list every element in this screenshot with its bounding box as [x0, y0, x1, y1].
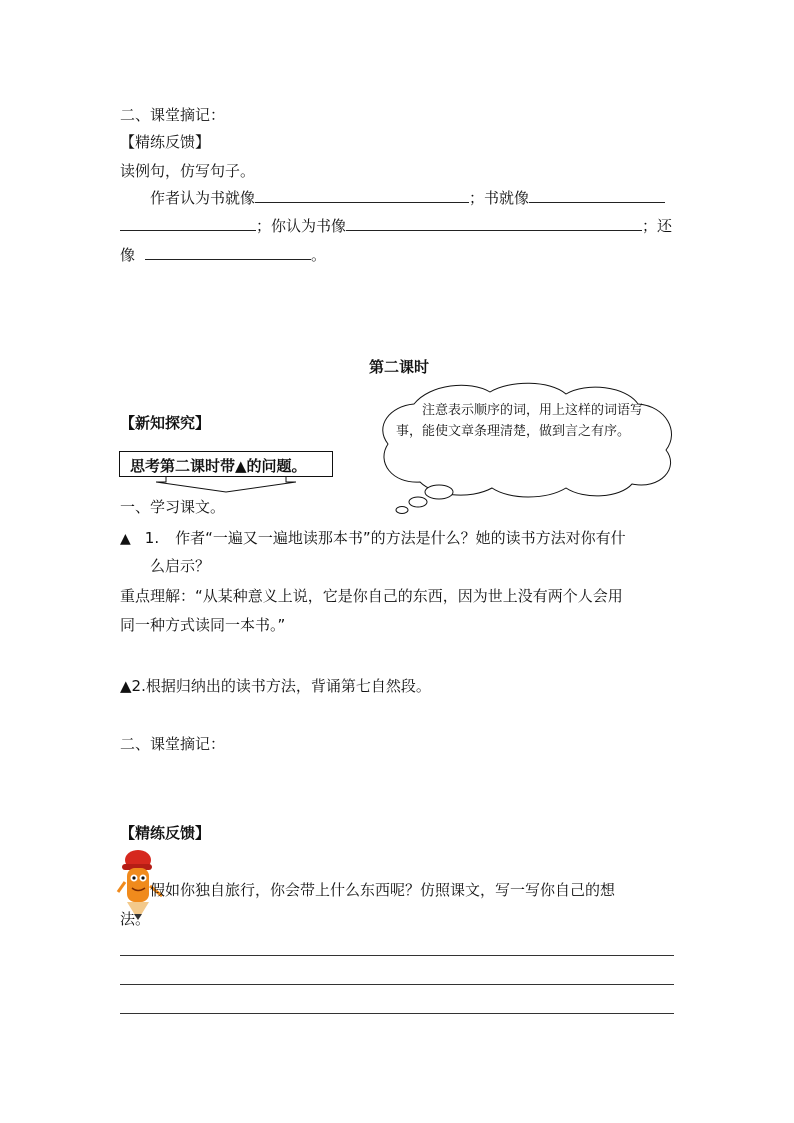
feedback-heading-2: 【精练反馈】 [120, 824, 211, 842]
learn-heading: 一、学习课文。 [120, 498, 226, 516]
key-understanding: 重点理解：“从某种意义上说，它是你自己的东西，因为世上没有两个人会用 [120, 587, 623, 605]
blank-4[interactable] [346, 216, 642, 231]
sentence-2b: ；还 [642, 217, 673, 235]
writing-task-cont: 法。 [120, 910, 151, 928]
notes-heading-2: 二、课堂摘记： [120, 735, 226, 753]
notes-heading-1: 二、课堂摘记： [120, 106, 226, 124]
think-box: 思考第二课时带▲的问题。 [119, 451, 333, 477]
answer-line-2[interactable] [120, 984, 674, 985]
explore-heading: 【新知探究】 [120, 414, 211, 432]
question-2: ▲2.根据归纳出的读书方法，背诵第七自然段。 [120, 677, 431, 695]
lesson-title: 第二课时 [369, 358, 430, 376]
blank-5[interactable] [145, 245, 311, 260]
instruction-text: 读例句，仿写句子。 [120, 162, 256, 180]
sentence-line-3 [120, 244, 326, 265]
key-understanding-cont: 同一种方式读同一本书。” [120, 616, 286, 634]
question-1-text: 作者“一遍又一遍地读那本书”的方法是什么？她的读书方法对你有什 [175, 529, 626, 547]
answer-line-3[interactable] [120, 1013, 674, 1014]
sentence-line-2 [120, 215, 672, 236]
sentence-3a: 像 [120, 246, 136, 264]
sentence-1a: 作者认为书就像 [150, 189, 256, 207]
sentence-2a: ；你认为书像 [256, 217, 347, 235]
writing-task: 假如你独自旅行，你会带上什么东西呢？仿照课文，写一写你自己的想 [150, 881, 616, 899]
question-1-cont: 么启示？ [150, 557, 211, 575]
sentence-3b: 。 [311, 246, 327, 264]
sentence-line-1 [150, 187, 665, 208]
thought-cloud-icon [374, 378, 684, 516]
question-1-number: 1. [144, 529, 160, 547]
cloud-text: 注意表示顺序的词，用上这样的词语写事，能使文章条理清楚，做到言之有序。 [396, 403, 644, 439]
blank-2[interactable] [529, 188, 665, 203]
question-1 [120, 527, 626, 548]
sentence-1b: ；书就像 [469, 189, 530, 207]
triangle-marker: ▲ [120, 531, 131, 547]
answer-line-1[interactable] [120, 955, 674, 956]
feedback-heading-1: 【精练反馈】 [120, 133, 211, 151]
blank-3[interactable] [120, 216, 256, 231]
blank-1[interactable] [255, 188, 469, 203]
arrow-down-icon [156, 476, 296, 494]
